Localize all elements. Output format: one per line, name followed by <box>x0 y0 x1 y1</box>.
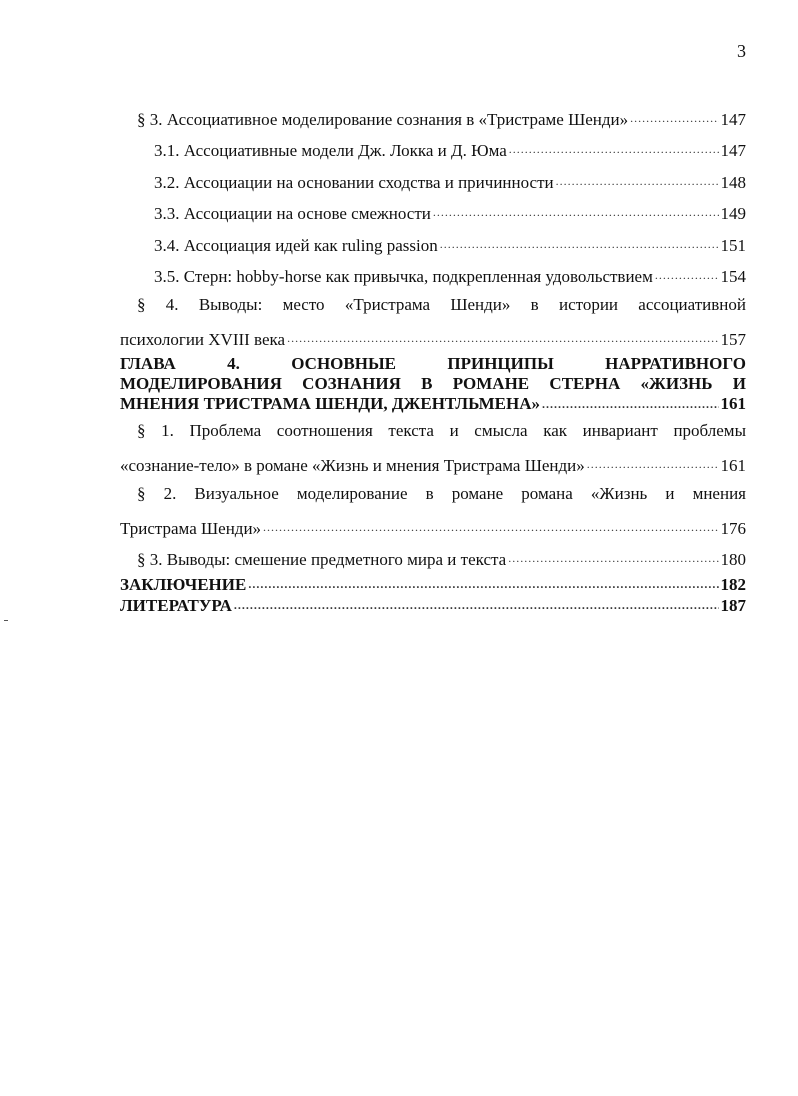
toc-entry-literature[interactable] <box>120 595 746 616</box>
toc-entry-title: «сознание-тело» в романе «Жизнь и мнения Тристрама Шенди» <box>120 455 585 475</box>
toc-entry-title: 3.2. Ассоциации на основании сходства и причинности <box>154 172 554 192</box>
toc-entry-title: психологии XVIII века <box>120 330 286 349</box>
toc-leader-dots <box>556 174 719 189</box>
toc-entry-s3[interactable] <box>120 98 746 130</box>
table-of-contents <box>120 98 746 616</box>
toc-leader-dots <box>287 331 718 346</box>
toc-entry-title: § 3. Ассоциативное моделирование сознания в «Тристраме Шенди» <box>137 109 629 129</box>
toc-entry-s3-1[interactable] <box>120 130 746 162</box>
toc-entry-page: 161 <box>720 394 746 413</box>
toc-entry-s3-5[interactable] <box>120 256 746 288</box>
toc-entry-page: 180 <box>720 550 746 569</box>
chapter-title-line1: ГЛАВА 4. ОСНОВНЫЕ ПРИНЦИПЫ НАРРАТИВНОГО <box>120 354 746 373</box>
toc-entry-page: 151 <box>720 235 746 255</box>
toc-entry-page: 147 <box>720 141 746 160</box>
toc-leader-dots <box>440 237 719 252</box>
toc-leader-dots <box>234 598 719 613</box>
scan-edge-mark <box>4 620 8 621</box>
toc-entry-title: Тристрама Шенди» <box>120 518 262 538</box>
toc-entry-c2-line1[interactable]: § 2. Визуальное моделирование в романе романа «Жизнь и мнения <box>137 483 746 503</box>
toc-entry-c3[interactable] <box>120 539 746 571</box>
toc-entry-title: 3.3. Ассоциации на основе смежности <box>154 204 431 223</box>
toc-entry-page: 148 <box>720 172 746 192</box>
toc-leader-dots <box>433 205 719 220</box>
page-number: 3 <box>737 41 746 61</box>
toc-entry-s4[interactable] <box>120 319 746 351</box>
toc-chapter-4[interactable] <box>120 354 746 414</box>
toc-entry-title: 3.5. Стерн: hobby-horse как привычка, подкрепленная удовольствием <box>154 267 653 286</box>
toc-entry-c1[interactable] <box>120 444 746 476</box>
toc-entry-page: 154 <box>720 267 746 286</box>
toc-entry-title: МНЕНИЯ ТРИСТРАМА ШЕНДИ, ДЖЕНТЛЬМЕНА» <box>120 394 541 413</box>
chapter-title-line3 <box>120 394 746 414</box>
toc-leader-dots <box>509 142 719 157</box>
toc-entry-page: 161 <box>720 455 746 475</box>
toc-leader-dots <box>542 397 718 412</box>
toc-leader-dots <box>263 520 718 535</box>
toc-leader-dots <box>655 268 719 283</box>
toc-entry-conclusion[interactable] <box>120 574 746 595</box>
toc-entry-title: 3.1. Ассоциативные модели Дж. Локка и Д. Юма <box>154 141 507 160</box>
toc-entry-page: 149 <box>720 204 746 223</box>
toc-entry-page: 176 <box>720 518 746 538</box>
toc-entry-c2[interactable] <box>120 507 746 539</box>
toc-entry-title: § 3. Выводы: смешение предметного мира и текста <box>137 550 507 569</box>
toc-entry-title: ЗАКЛЮЧЕНИЕ <box>120 574 247 594</box>
toc-leader-dots <box>587 457 719 472</box>
toc-entry-page: 182 <box>720 574 746 594</box>
toc-leader-dots <box>630 111 718 126</box>
chapter-title-line2: МОДЕЛИРОВАНИЯ СОЗНАНИЯ В РОМАНЕ СТЕРНА «ЖИЗНЬ И <box>120 374 746 393</box>
toc-entry-title: 3.4. Ассоциация идей как ruling passion <box>154 235 438 255</box>
toc-entry-c1-line1[interactable]: § 1. Проблема соотношения текста и смысла как инвариант проблемы <box>137 421 746 440</box>
toc-entry-page: 157 <box>720 330 746 349</box>
toc-entry-title: ЛИТЕРАТУРА <box>120 595 232 615</box>
toc-entry-s3-4[interactable] <box>120 224 746 256</box>
toc-entry-page: 147 <box>720 109 746 129</box>
toc-leader-dots <box>248 577 718 592</box>
toc-entry-s3-2[interactable] <box>120 161 746 193</box>
toc-leader-dots <box>508 551 718 566</box>
toc-entry-s3-3[interactable] <box>120 193 746 225</box>
toc-entry-s4-line1[interactable]: § 4. Выводы: место «Тристрама Шенди» в истории ассоциативной <box>137 295 746 314</box>
toc-entry-page: 187 <box>720 595 746 615</box>
